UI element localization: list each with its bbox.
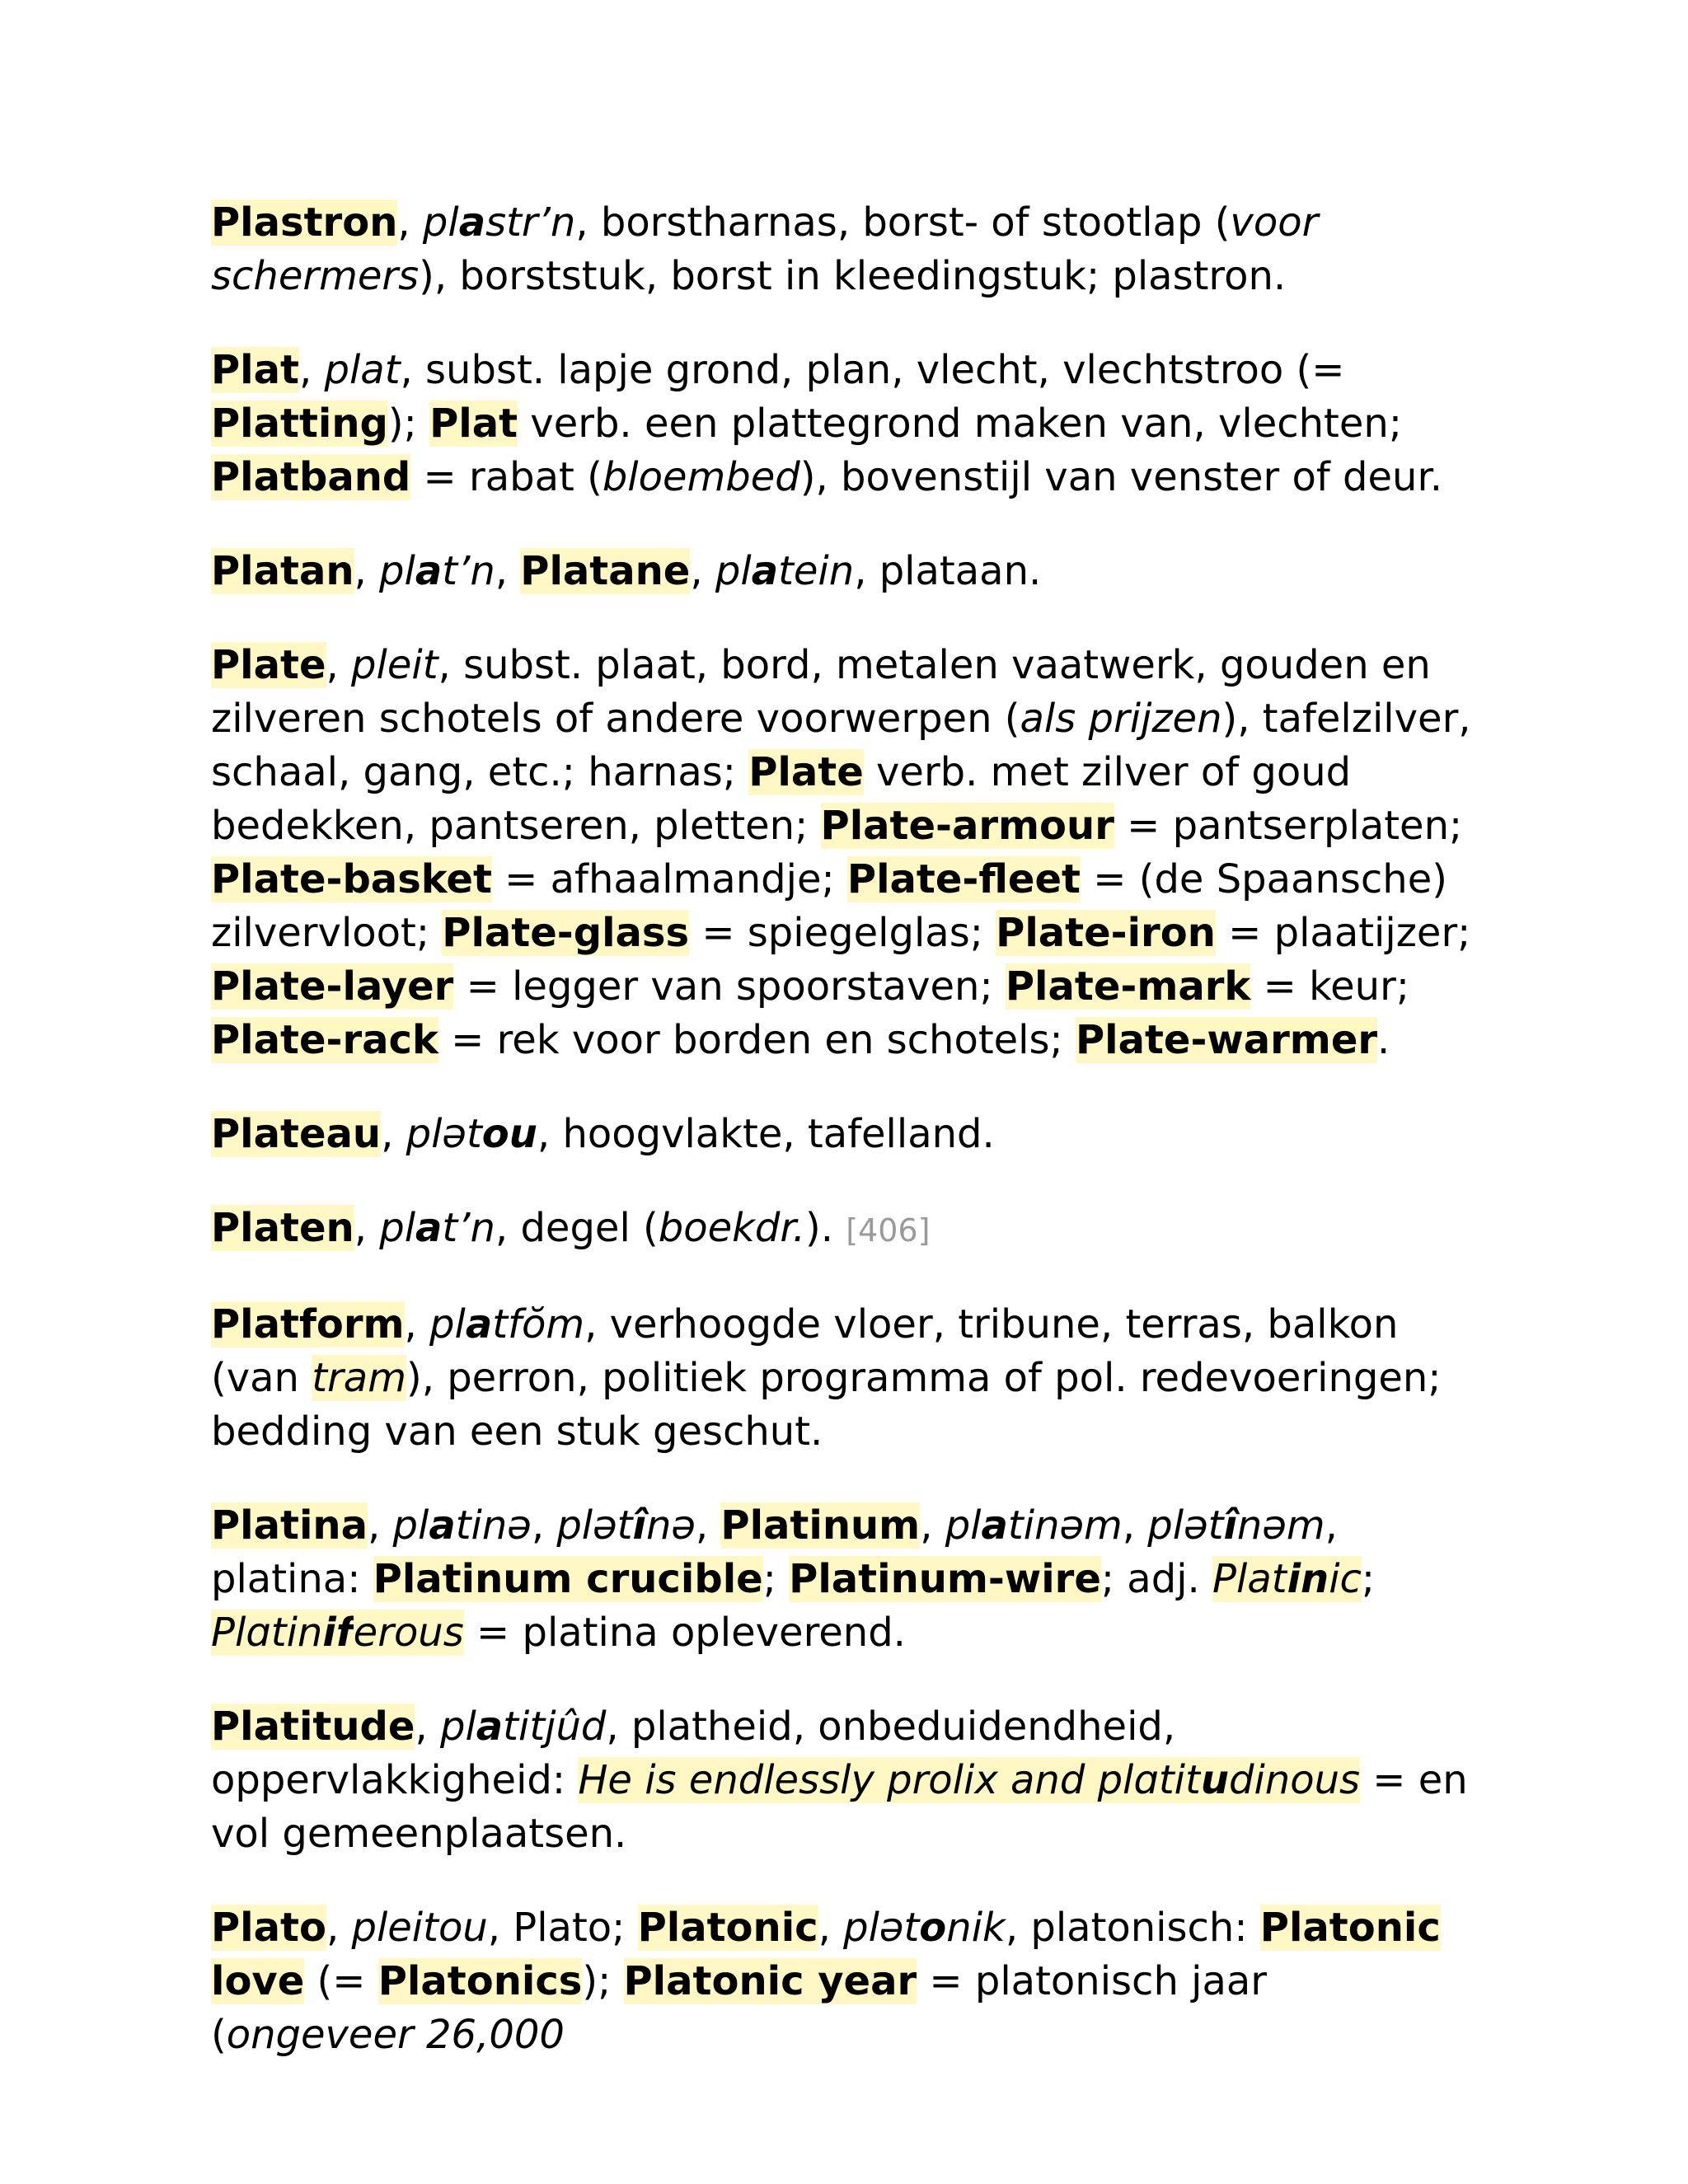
dictionary-entry: [211, 1499, 1480, 1660]
pronunciation: plat: [324, 347, 401, 393]
dictionary-entry: [211, 1298, 1480, 1459]
headword: Plate-fleet: [846, 856, 1081, 902]
entry-text: ,: [531, 1502, 557, 1549]
entry-text: , hoogvlakte, tafelland.: [537, 1111, 995, 1157]
dictionary-entry: [211, 1202, 1480, 1258]
entry-text: , verhoogde vloer, tribune, terras, balkon (van: [211, 1301, 1399, 1401]
entry-text: = pantserplaten;: [1114, 803, 1463, 849]
entry-text: ,: [298, 347, 325, 393]
pronunciation: boekdr.: [658, 1205, 805, 1251]
pronunciation: a: [429, 1502, 456, 1549]
pronunciation: tinə: [455, 1502, 532, 1549]
pronunciation: titjûd: [503, 1704, 607, 1750]
headword: Platform: [211, 1301, 405, 1347]
pronunciation: a: [981, 1502, 1008, 1549]
entry-text: = afhaalmandje;: [491, 856, 847, 902]
pronunciation: plət: [843, 1905, 920, 1951]
entry-text: , subst. plaat, bord, metalen vaatwerk, gouden en zilveren schotels of andere voorwerpen (: [211, 642, 1431, 742]
entry-text: , subst. lapje grond, plan, vlecht, vlechtstroo (=: [400, 347, 1345, 393]
entry-text: ).: [804, 1205, 846, 1251]
entry-text: ), tafelzilver, schaal, gang, etc.; harnas;: [211, 696, 1471, 795]
pronunciation: plət: [556, 1502, 633, 1549]
headword: Plate: [748, 749, 864, 795]
pronunciation: pl: [439, 1704, 476, 1750]
headword: Plat: [211, 347, 299, 393]
highlighted-term: He is endlessly prolix and plɑtit: [578, 1757, 1201, 1803]
pronunciation: î: [1223, 1502, 1237, 1549]
entry-text: = (de Spaansche) zilvervloot;: [211, 856, 1447, 956]
pronunciation: bloembed: [602, 454, 800, 500]
pronunciation: pleit: [351, 642, 438, 688]
headword: Plate-layer: [211, 963, 454, 1010]
headword: Platinum: [720, 1502, 921, 1549]
pronunciation: tein: [778, 548, 855, 594]
entry-text: ,: [397, 199, 423, 246]
entry-text: = rek voor borden en schotels;: [438, 1017, 1076, 1063]
headword: Plateau: [211, 1111, 382, 1157]
headword: Plate-mark: [1005, 963, 1251, 1010]
entry-text: ,: [404, 1301, 430, 1347]
pronunciation: pl: [945, 1502, 982, 1549]
headword: Platinum crucible: [373, 1556, 763, 1602]
highlighted-term: erous: [353, 1610, 464, 1656]
entry-text: , degel (: [495, 1205, 659, 1251]
page-number: [406]: [846, 1212, 931, 1249]
entry-text: = platina opleverend.: [463, 1610, 906, 1656]
dictionary-entry: [211, 196, 1480, 303]
entry-text: , platheid, onbeduidendheid, oppervlakkigheid:: [211, 1704, 1176, 1803]
dictionary-entry: [211, 1108, 1480, 1161]
entry-text: = en vol gemeenplaatsen.: [211, 1757, 1468, 1857]
entry-text: ,: [354, 1205, 380, 1251]
headword: Platitude: [211, 1704, 415, 1750]
pronunciation: pleitou: [351, 1905, 488, 1951]
entry-text: ;: [762, 1556, 790, 1602]
pronunciation: t’n: [442, 548, 495, 594]
entry-text: , Plato;: [487, 1905, 638, 1951]
pronunciation: t’n: [442, 1205, 495, 1251]
entry-text: verb. een plattegrond maken van, vlechten;: [518, 401, 1402, 447]
entry-text: ,: [326, 1905, 352, 1951]
entry-text: , plataan.: [854, 548, 1042, 594]
pronunciation: o: [919, 1905, 947, 1951]
pronunciation: voor schermers: [211, 199, 1319, 299]
headword: Plat: [429, 401, 518, 447]
entry-text: = legger van spoorstaven;: [453, 963, 1006, 1010]
entry-text: ,: [920, 1502, 945, 1549]
entry-text: ,: [818, 1905, 844, 1951]
entry-text: ,: [354, 548, 380, 594]
headword: Plate-armour: [820, 803, 1114, 849]
headword: Plato: [211, 1905, 326, 1951]
headword: Platinum-wire: [789, 1556, 1101, 1602]
highlighted-term: tram: [312, 1355, 406, 1401]
highlighted-term: if: [322, 1610, 354, 1656]
entry-text: ), perron, politiek programma of pol. redevoeringen; bedding van een stuk geschut.: [211, 1355, 1442, 1455]
headword: Plate-iron: [996, 910, 1216, 956]
headword: Platonic year: [623, 1958, 917, 2004]
entry-text: = platonisch jaar (: [211, 1958, 1268, 2058]
highlighted-term: u: [1200, 1757, 1229, 1803]
headword: Platan: [211, 548, 354, 594]
pronunciation: a: [415, 548, 443, 594]
pronunciation: a: [415, 1205, 443, 1251]
headword: Plate: [211, 642, 326, 688]
entry-text: );: [582, 1958, 624, 2004]
entry-text: = rabat (: [410, 454, 603, 500]
dictionary-entry: [211, 1700, 1480, 1861]
entry-text: ,: [381, 1111, 406, 1157]
entry-text: );: [387, 401, 430, 447]
dictionary-entry: [211, 1901, 1480, 2062]
headword: Plate-rack: [211, 1017, 438, 1063]
dictionary-entry: [211, 344, 1480, 504]
pronunciation: a: [465, 1301, 493, 1347]
entry-text: , borstharnas, borst- of stootlap (: [575, 199, 1231, 246]
pronunciation: ongeveer 26,000: [226, 2012, 565, 2058]
headword: Platane: [520, 548, 691, 594]
entry-text: ,: [367, 1502, 393, 1549]
highlighted-term: Plɑtin: [211, 1610, 323, 1656]
entry-text: ,: [690, 548, 715, 594]
pronunciation: ou: [481, 1111, 537, 1157]
entry-text: ,: [326, 642, 352, 688]
entry-text: ,: [415, 1704, 440, 1750]
entry-text: ), borststuk, borst in kleedingstuk; plastron.: [419, 253, 1287, 299]
pronunciation: nəm: [1236, 1502, 1325, 1549]
entry-text: = keur;: [1250, 963, 1410, 1010]
headword: Platonic: [637, 1905, 818, 1951]
dictionary-entry: [211, 545, 1480, 598]
headword: Platting: [211, 401, 388, 447]
headword: Platband: [211, 454, 411, 500]
entry-text: , platina:: [211, 1502, 1338, 1602]
highlighted-term: in: [1287, 1556, 1329, 1602]
entry-text: ,: [1122, 1502, 1148, 1549]
entry-text: ), bovenstijl van venster of deur.: [799, 454, 1443, 500]
highlighted-term: Plat: [1212, 1556, 1287, 1602]
entry-text: (=: [304, 1958, 378, 2004]
entry-text: ; adj.: [1100, 1556, 1213, 1602]
pronunciation: pl: [715, 548, 752, 594]
entry-text: verb. met zilver of goud bedekken, pantseren, pletten;: [211, 749, 1352, 849]
entry-text: , platonisch:: [1005, 1905, 1260, 1951]
pronunciation: a: [458, 199, 486, 246]
dictionary-page: [211, 196, 1480, 2102]
headword: Plate-glass: [442, 910, 690, 956]
pronunciation: nik: [946, 1905, 1006, 1951]
headword: Plastron: [211, 199, 398, 246]
entry-text: = plaatijzer;: [1215, 910, 1471, 956]
highlighted-term: dinous: [1229, 1757, 1361, 1803]
pronunciation: pl: [422, 199, 459, 246]
pronunciation: a: [751, 548, 779, 594]
headword: Platina: [211, 1502, 368, 1549]
pronunciation: str’n: [485, 199, 576, 246]
pronunciation: plət: [406, 1111, 482, 1157]
pronunciation: pl: [379, 1205, 416, 1251]
headword: Plate-basket: [211, 856, 492, 902]
pronunciation: als prijzen: [1020, 696, 1222, 742]
entry-text: ,: [495, 548, 521, 594]
entry-text: .: [1377, 1017, 1390, 1063]
highlighted-term: ic: [1329, 1556, 1362, 1602]
pronunciation: î: [632, 1502, 646, 1549]
headword: Plate-warmer: [1075, 1017, 1378, 1063]
pronunciation: tinəm: [1007, 1502, 1123, 1549]
headword: Platonic love: [211, 1905, 1441, 2004]
pronunciation: pl: [392, 1502, 429, 1549]
pronunciation: pl: [429, 1301, 466, 1347]
pronunciation: a: [476, 1704, 504, 1750]
pronunciation: tfŏm: [492, 1301, 585, 1347]
headword: Platen: [211, 1205, 354, 1251]
headword: Platonics: [377, 1958, 583, 2004]
pronunciation: nə: [645, 1502, 696, 1549]
dictionary-entry: [211, 639, 1480, 1067]
entry-text: = spiegelglas;: [689, 910, 996, 956]
pronunciation: pl: [379, 548, 415, 594]
entry-text: ;: [1361, 1556, 1376, 1602]
pronunciation: plət: [1147, 1502, 1224, 1549]
entry-text: ,: [695, 1502, 721, 1549]
